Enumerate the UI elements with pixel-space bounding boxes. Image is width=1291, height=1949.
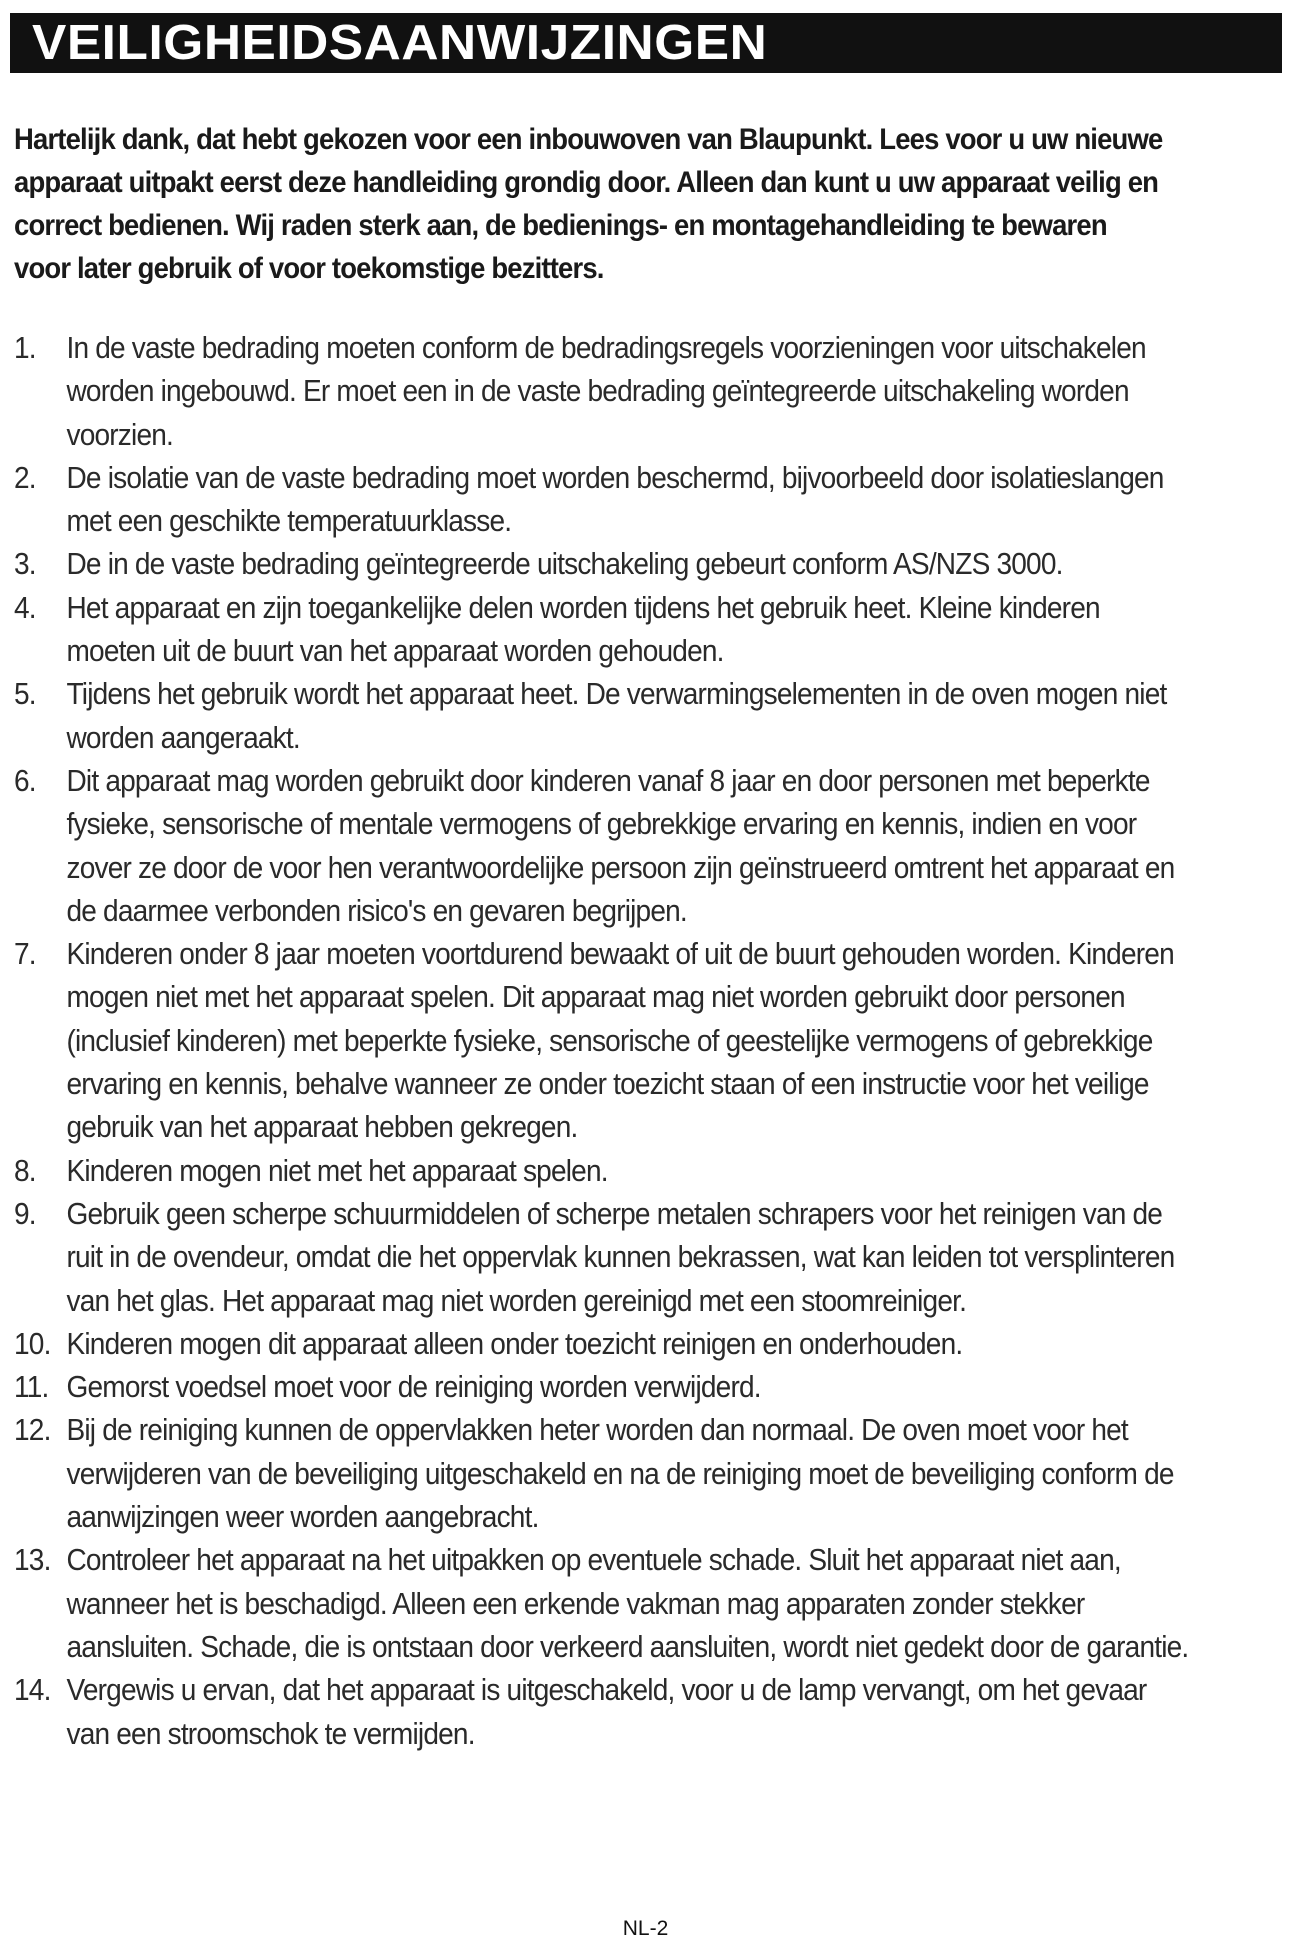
safety-instructions-list — [14, 326, 1191, 1755]
item-number: 3. — [14, 546, 36, 582]
list-item — [14, 586, 1191, 673]
item-number: 7. — [14, 936, 36, 972]
list-item — [14, 672, 1191, 759]
item-text: De isolatie van de vaste bedrading moet worden beschermd, bijvoorbeeld door isolatieslangen met een geschikte temperatuurklasse. — [66, 459, 1164, 539]
item-number: 6. — [14, 762, 36, 798]
list-item — [14, 1538, 1191, 1668]
item-number: 2. — [14, 459, 36, 495]
item-text: Gebruik geen scherpe schuurmiddelen of scherpe metalen schrapers voor het reinigen van de ruit in de ovendeur, omdat die het oppervlak kunnen bekrassen, wat kan leiden tot versplinteren van het glas. Het apparaat mag niet worden gereinigd met een stoomreiniger. — [66, 1195, 1175, 1318]
item-number: 12. — [14, 1412, 51, 1448]
list-item — [14, 932, 1191, 1148]
item-text: Kinderen mogen niet met het apparaat spelen. — [66, 1152, 608, 1188]
item-number: 1. — [14, 330, 36, 365]
page-title: VEILIGHEIDSAANWIJZINGEN — [32, 15, 768, 70]
item-number: 13. — [14, 1542, 51, 1578]
section-title-bar — [10, 13, 1282, 73]
item-number: 4. — [14, 589, 36, 625]
item-text: Gemorst voedsel moet voor de reiniging worden verwijderd. — [66, 1369, 761, 1405]
item-text: Tijdens het gebruik wordt het apparaat heet. De verwarmingselementen in de oven mogen niet worden aangeraakt. — [66, 676, 1167, 755]
list-item — [14, 1668, 1191, 1755]
item-number: 8. — [14, 1152, 36, 1188]
list-item — [14, 1192, 1191, 1322]
page-number: NL-2 — [622, 1917, 669, 1940]
list-item — [14, 1408, 1191, 1538]
item-number: 11. — [14, 1369, 49, 1405]
intro-paragraph: Hartelijk dank, dat hebt gekozen voor een inbouwoven van Blaupunkt. Lees voor u uw nieuwe apparaat uitpakt eerst deze handleiding grondig door. Alleen dan kunt u uw apparaat veilig en correct bedienen. Wij raden sterk aan, de bedienings- en montagehandleiding te bewaren voor later gebruik of voor toekomstige bezitters. — [14, 123, 1163, 285]
list-item — [14, 542, 1191, 585]
item-text: Het apparaat en zijn toegankelijke delen worden tijdens het gebruik heet. Kleine kinderen moeten uit de buurt van het apparaat worden gehouden. — [66, 589, 1100, 669]
list-item — [14, 1322, 1191, 1365]
item-text: Dit apparaat mag worden gebruikt door kinderen vanaf 8 jaar en door personen met beperkte fysieke, sensorische of mentale vermogens of gebrekkige ervaring en kennis, indien en voor zover ze door de voor hen verantwoordelijke persoon zijn geïnstrueerd omtrent het apparaat en de daarmee verbonden risico's en gevaren begrijpen. — [66, 762, 1175, 928]
item-number: 14. — [14, 1672, 51, 1708]
list-item — [14, 326, 1191, 456]
list-item — [14, 759, 1191, 932]
item-number: 10. — [14, 1325, 51, 1361]
item-text: Bij de reiniging kunnen de oppervlakken heter worden dan normaal. De oven moet voor het verwijderen van de beveiliging uitgeschakeld en na de reiniging moet de beveiliging conform de aanwijzingen weer worden aangebracht. — [66, 1412, 1174, 1535]
item-text: Kinderen mogen dit apparaat alleen onder toezicht reinigen en onderhouden. — [66, 1325, 963, 1361]
item-text: De in de vaste bedrading geïntegreerde uitschakeling gebeurt conform AS/NZS 3000. — [66, 546, 1063, 582]
item-text: Controleer het apparaat na het uitpakken op eventuele schade. Sluit het apparaat niet aan, wanneer het is beschadigd. Alleen een erkende vakman mag apparaten zonder stekker aansluiten. Schade, die is ontstaan door verkeerd aansluiten, wordt niet gedekt door de garantie. — [66, 1542, 1189, 1664]
item-text: Vergewis u ervan, dat het apparaat is uitgeschakeld, voor u de lamp vervangt, om het gevaar van een stroomschok te vermijden. — [66, 1672, 1147, 1751]
list-item — [14, 456, 1191, 543]
list-item — [14, 1149, 1191, 1192]
item-text: In de vaste bedrading moeten conform de bedradingsregels voorzieningen voor uitschakelen worden ingebouwd. Er moet een in de vaste bedrading geïntegreerde uitschakeling worden voorzien. — [66, 330, 1146, 452]
item-number: 5. — [14, 676, 36, 712]
item-number: 9. — [14, 1195, 36, 1231]
list-item — [14, 1365, 1191, 1408]
item-text: Kinderen onder 8 jaar moeten voortdurend bewaakt of uit de buurt gehouden worden. Kinderen mogen niet met het apparaat spelen. Dit apparaat mag niet worden gebruikt door personen (inclusief kinderen) met beperkte fysieke, sensorische of geestelijke vermogens of gebrekkige ervaring en kennis, behalve wanneer ze onder toezicht staan of een instructie voor het veilige gebruik van het apparaat hebben gekregen. — [66, 936, 1174, 1145]
